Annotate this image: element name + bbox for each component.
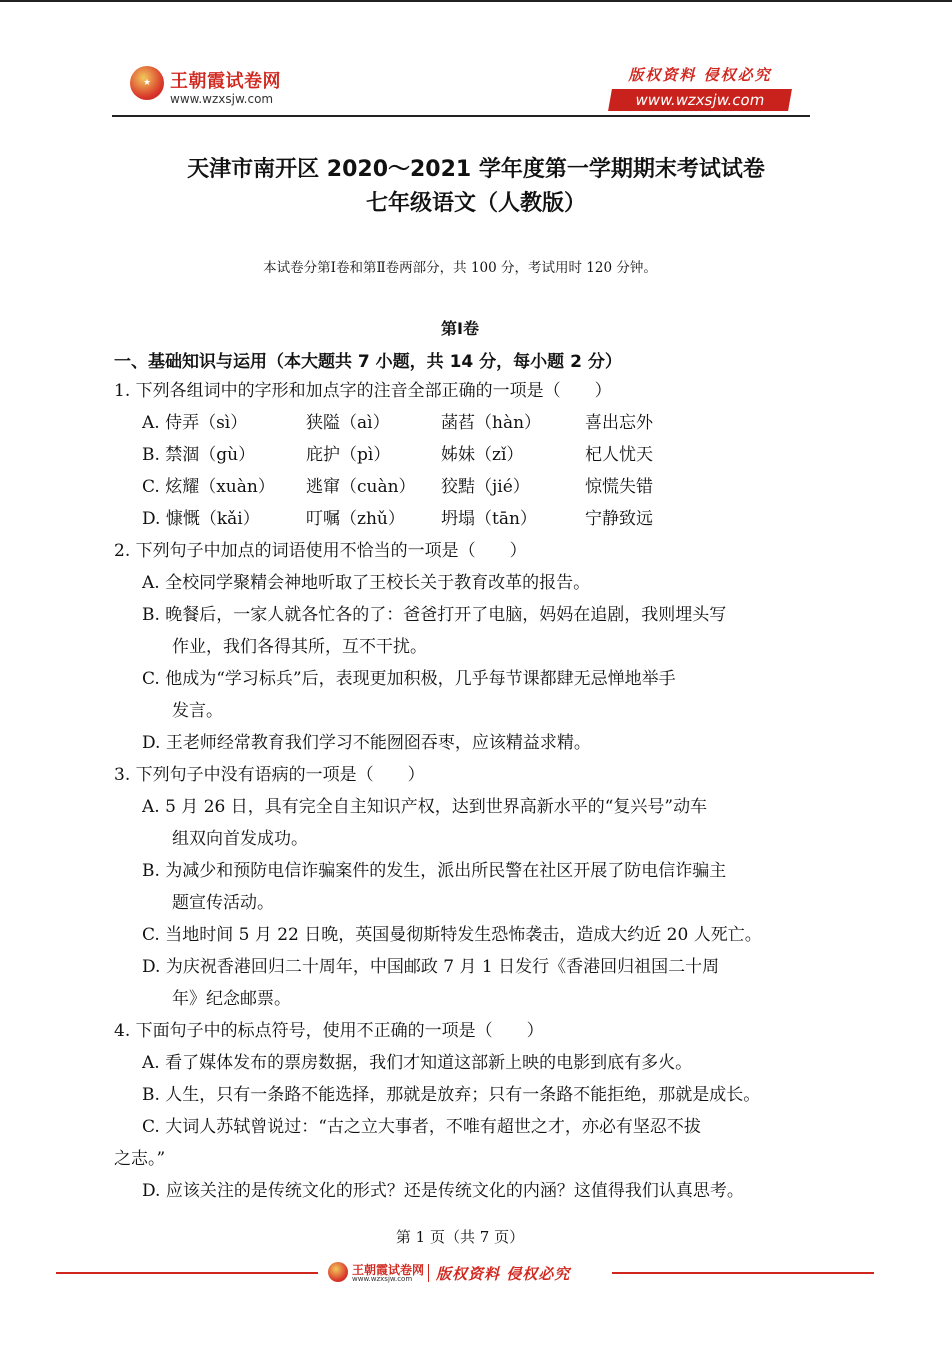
q4-option-a: A. 看了媒体发布的票房数据，我们才知道这部新上映的电影到底有多火。 bbox=[142, 1053, 693, 1073]
question-1-stem: 1. 下列各组词中的字形和加点字的注音全部正确的一项是（ ） bbox=[114, 381, 612, 401]
question-3-stem: 3. 下列句子中没有语病的一项是（ ） bbox=[114, 765, 425, 785]
q1-option-d-word-1: D. 慷慨（kǎi） bbox=[142, 509, 260, 529]
q1-option-a-word-3: 菡萏（hàn） bbox=[441, 413, 542, 433]
q2-option-c: C. 他成为“学习标兵”后，表现更加积极，几乎每节课都肆无忌惮地举手 bbox=[142, 669, 676, 689]
logo-url: www.wzxsjw.com bbox=[170, 92, 274, 106]
exam-instructions: 本试卷分第Ⅰ卷和第Ⅱ卷两部分，共 100 分，考试用时 120 分钟。 bbox=[263, 260, 657, 276]
q4-option-d: D. 应该关注的是传统文化的形式？还是传统文化的内涵？这值得我们认真思考。 bbox=[142, 1181, 744, 1201]
q1-option-b-word-4: 杞人忧天 bbox=[585, 445, 653, 465]
volume-label: 第Ⅰ卷 bbox=[441, 319, 479, 338]
header-copyright bbox=[610, 64, 790, 111]
q4-option-c-continued: 之志。” bbox=[114, 1149, 166, 1169]
exam-subtitle: 七年级语文（人教版） bbox=[365, 191, 586, 216]
q3-option-d-continued: 年》纪念邮票。 bbox=[172, 989, 291, 1009]
q1-option-a-word-1: A. 侍弄（sì） bbox=[142, 413, 248, 433]
footer-logo-name: 王朝霞试卷网 bbox=[352, 1263, 425, 1277]
q4-option-b: B. 人生，只有一条路不能选择，那就是放弃；只有一条路不能拒绝，那就是成长。 bbox=[142, 1085, 761, 1105]
q1-option-c-word-1: C. 炫耀（xuàn） bbox=[142, 477, 275, 497]
footer-rule-right bbox=[612, 1272, 874, 1274]
q1-option-b-word-3: 姊妹（zǐ） bbox=[441, 445, 524, 465]
q1-option-b-word-2: 庇护（pì） bbox=[306, 445, 391, 465]
q1-option-c-word-2: 逃窜（cuàn） bbox=[306, 477, 416, 497]
q1-option-b-word-1: B. 禁涸（gù） bbox=[142, 445, 256, 465]
q1-option-d-word-4: 宁静致远 bbox=[585, 509, 653, 529]
header-divider bbox=[112, 115, 810, 117]
q2-option-c-continued: 发言。 bbox=[172, 701, 223, 721]
q2-option-b: B. 晚餐后，一家人就各忙各的了：爸爸打开了电脑，妈妈在追剧，我则埋头写 bbox=[142, 605, 727, 625]
q2-option-a: A. 全校同学聚精会神地听取了王校长关于教育改革的报告。 bbox=[142, 573, 591, 593]
q1-option-d-word-3: 坍塌（tān） bbox=[441, 509, 537, 529]
footer-logo-url: www.wzxsjw.com bbox=[352, 1275, 413, 1283]
top-border bbox=[0, 0, 952, 2]
logo-emblem-icon: ★ bbox=[130, 66, 164, 100]
q1-option-c-word-4: 惊慌失错 bbox=[585, 477, 653, 497]
copyright-slogan: 版权资料 侵权必究 bbox=[628, 66, 772, 84]
q1-option-a-word-2: 狭隘（aì） bbox=[306, 413, 390, 433]
q1-option-d-word-2: 叮嘱（zhǔ） bbox=[306, 509, 405, 529]
q3-option-d: D. 为庆祝香港回归二十周年，中国邮政 7 月 1 日发行《香港回归祖国二十周 bbox=[142, 957, 720, 977]
q3-option-c: C. 当地时间 5 月 22 日晚，英国曼彻斯特发生恐怖袭击，造成大约近 20 人死亡。 bbox=[142, 925, 762, 945]
question-4-stem: 4. 下面句子中的标点符号，使用不正确的一项是（ ） bbox=[114, 1021, 544, 1041]
q2-option-d: D. 王老师经常教育我们学习不能囫囵吞枣，应该精益求精。 bbox=[142, 733, 591, 753]
page-number: 第 1 页（共 7 页） bbox=[395, 1228, 525, 1246]
footer-slogan: 版权资料 侵权必究 bbox=[436, 1265, 571, 1283]
q3-option-a: A. 5 月 26 日，具有完全自主知识产权，达到世界高新水平的“复兴号”动车 bbox=[142, 797, 708, 817]
q2-option-b-continued: 作业，我们各得其所，互不干扰。 bbox=[172, 637, 427, 657]
section-heading: 一、基础知识与运用（本大题共 7 小题，共 14 分，每小题 2 分） bbox=[114, 352, 622, 372]
q3-option-b-continued: 题宣传活动。 bbox=[172, 893, 274, 913]
q1-option-a-word-4: 喜出忘外 bbox=[585, 413, 653, 433]
q3-option-b: B. 为减少和预防电信诈骗案件的发生，派出所民警在社区开展了防电信诈骗主 bbox=[142, 861, 727, 881]
question-2-stem: 2. 下列句子中加点的词语使用不恰当的一项是（ ） bbox=[114, 541, 527, 561]
footer-separator bbox=[428, 1264, 429, 1282]
q1-option-c-word-3: 狡黠（jié） bbox=[441, 477, 530, 497]
logo-name: 王朝霞试卷网 bbox=[170, 71, 281, 92]
footer-logo-icon bbox=[328, 1262, 348, 1282]
site-url-badge[interactable]: www.wzxsjw.com bbox=[608, 89, 792, 111]
q3-option-a-continued: 组双向首发成功。 bbox=[172, 829, 308, 849]
exam-title: 天津市南开区 2020～2021 学年度第一学期期末考试试卷 bbox=[187, 157, 765, 182]
q4-option-c: C. 大词人苏轼曾说过：“古之立大事者，不唯有超世之才，亦必有坚忍不拔 bbox=[142, 1117, 701, 1137]
footer-rule-left bbox=[56, 1272, 318, 1274]
